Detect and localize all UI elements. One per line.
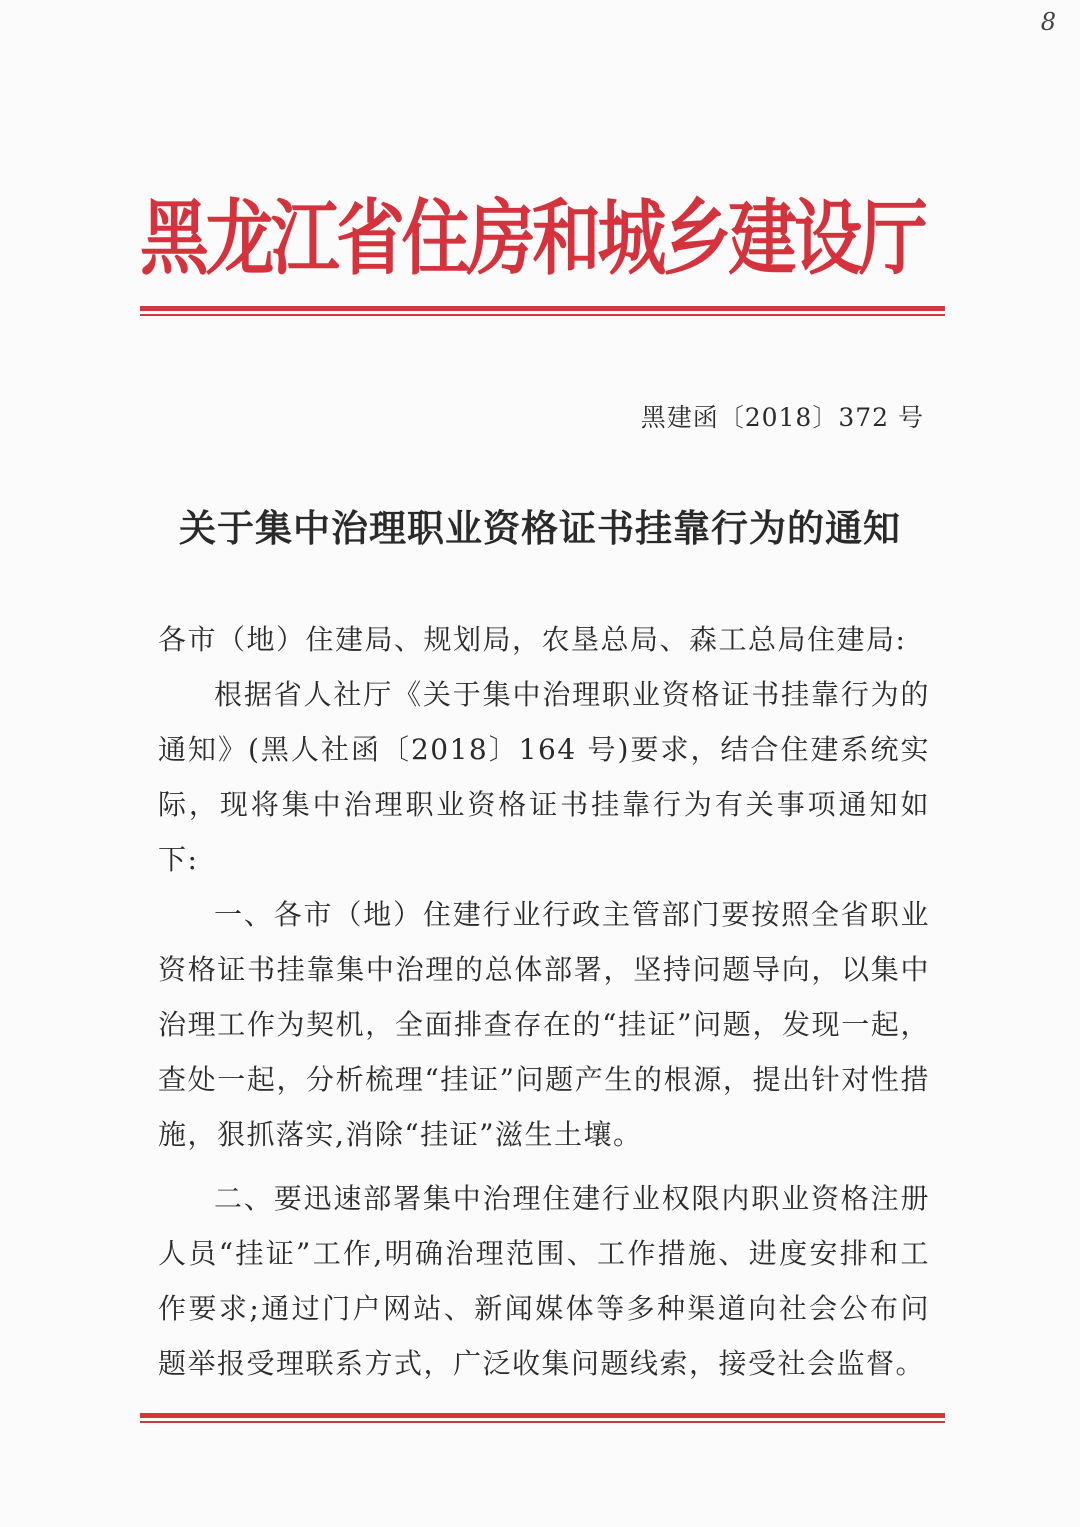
paragraph-item-2: 二、要迅速部署集中治理住建行业权限内职业资格注册人员“挂证”工作,明确治理范围、工作措施、进度安排和工作要求;通过门户网站、新闻媒体等多种渠道向社会公布问题举报受理联系方式，广泛收集问题线索，接受社会监督。 bbox=[158, 1182, 930, 1380]
document-number: 黑建函〔2018〕372 号 bbox=[640, 403, 924, 432]
page-number: 8 bbox=[1040, 8, 1056, 36]
notice-title: 关于集中治理职业资格证书挂靠行为的通知 bbox=[179, 506, 901, 550]
header-rule-thick bbox=[140, 306, 945, 311]
paragraph-intro: 根据省人社厅《关于集中治理职业资格证书挂靠行为的通知》(黑人社函〔2018〕164 号)要求，结合住建系统实际，现将集中治理职业资格证书挂靠行为有关事项通知如下: bbox=[158, 678, 930, 876]
footer-rule-thick bbox=[140, 1413, 945, 1418]
document-body bbox=[158, 612, 930, 1391]
footer-rule-thin bbox=[140, 1421, 945, 1423]
salutation: 各市（地）住建局、规划局，农垦总局、森工总局住建局: bbox=[158, 623, 907, 656]
bleed-through-text bbox=[170, 330, 198, 365]
header-red-rule bbox=[140, 306, 945, 316]
paragraph-item-1: 一、各市（地）住建行业行政主管部门要按照全省职业资格证书挂靠集中治理的总体部署，坚持问题导向，以集中治理工作为契机，全面排查存在的“挂证”问题，发现一起，查处一起，分析梳理“挂证”问题产生的根源，提出针对性措施，狠抓落实,消除“挂证”滋生土壤。 bbox=[158, 898, 930, 1151]
footer-red-rule bbox=[140, 1413, 945, 1423]
issuing-authority-header: 黑龙江省住房和城乡建设厅 bbox=[140, 190, 925, 287]
header-rule-thin bbox=[140, 314, 945, 316]
